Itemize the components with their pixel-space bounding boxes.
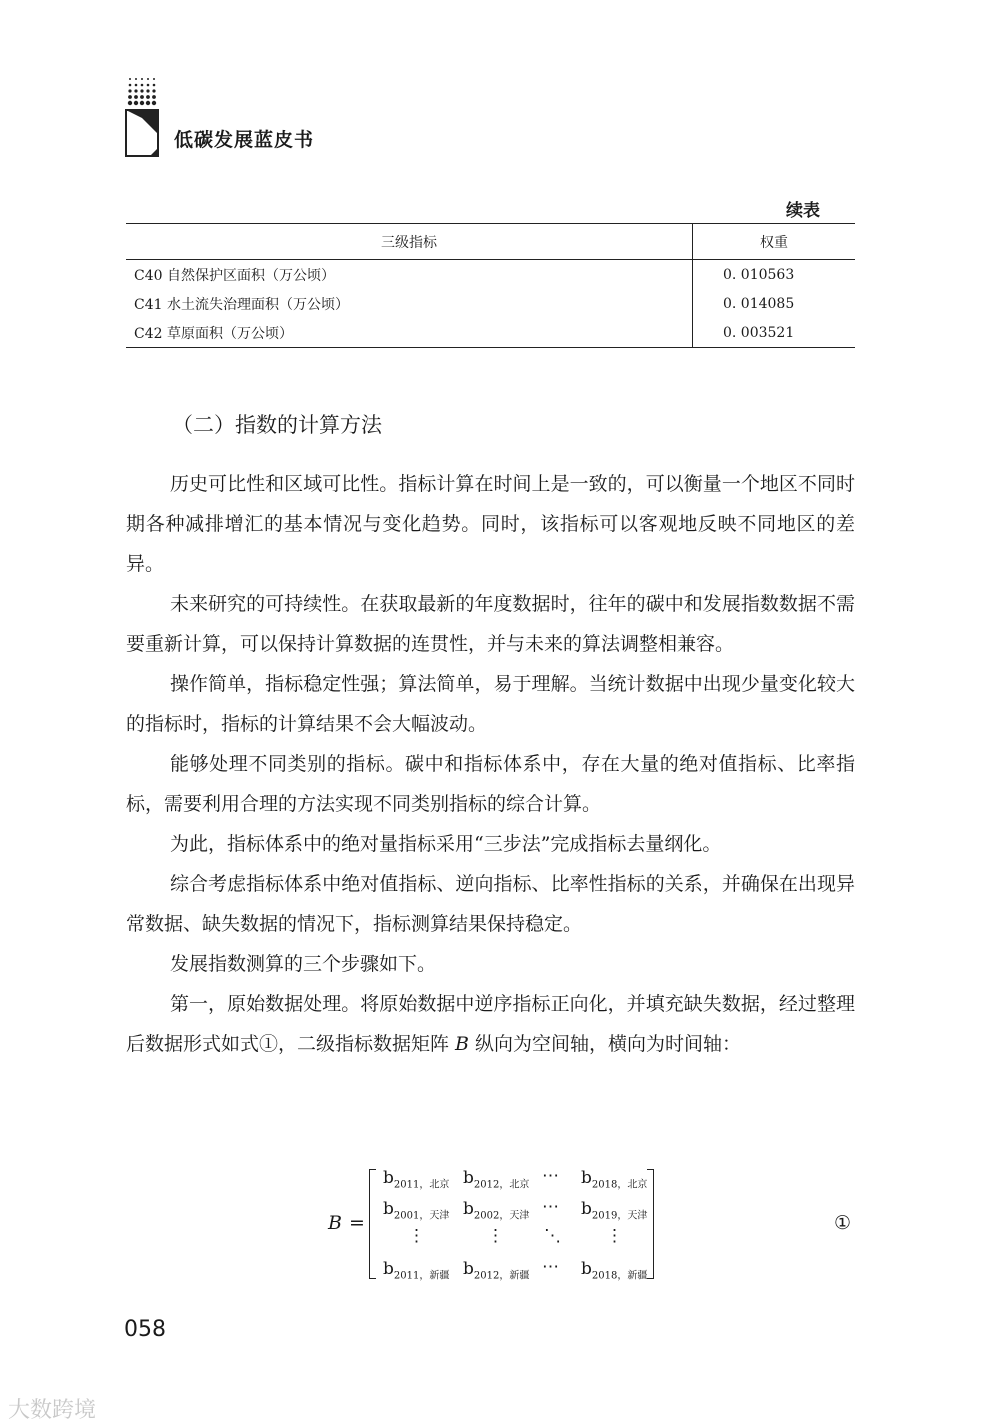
equation-number: ① [834,1212,852,1234]
table-row [126,318,855,348]
book-logo-icon [124,108,162,158]
matrix-entry: $b_{2011,北京}$ [383,1168,450,1191]
equation-lhs: B [328,1212,342,1234]
matrix-entry: $b_{2001,天津}$ [383,1199,450,1222]
book-title: 低碳发展蓝皮书 [174,129,315,151]
matrix-equation [0,1166,987,1282]
paragraph-comparability: 历史可比性和区域可比性。指标计算在时间上是一致的，可以衡量一个地区不同时期各种减排增汇的基本情况与变化趋势。同时，该指标可以客观地反映不同地区的差异。 [126,473,855,575]
matrix-left-bracket [369,1169,376,1279]
table-header-row [126,224,855,260]
paragraph-steps-intro: 发展指数测算的三个步骤如下。 [170,953,437,975]
indicator-cell: C40 自然保护区面积（万公顷） [134,267,335,284]
page-number: 058 [124,1317,166,1342]
matrix-entry: $b_{2018,北京}$ [581,1168,648,1191]
step-one-text: 第一，原始数据处理。将原始数据中逆序指标正向化，并填充缺失数据，经过整理后数据形式如式①，二级指标数据矩阵 [126,993,855,1055]
weight-cell: 0. 010563 [693,260,856,290]
watermark: 大数跨境 [8,1398,97,1423]
matrix-ellipsis: ⋮ [606,1226,623,1246]
paragraph-categories: 能够处理不同类别的指标。碳中和指标体系中，存在大量的绝对值指标、比率指标，需要利用合理的方法实现不同类别指标的综合计算。 [126,753,855,815]
matrix-entry: $b_{2019,天津}$ [581,1199,648,1222]
matrix-ellipsis: ⋯ [542,1197,559,1217]
weight-cell: 0. 003521 [693,318,856,348]
matrix-right-bracket [647,1169,654,1279]
matrix-ellipsis: ⋱ [544,1226,561,1246]
section-heading: （二）指数的计算方法 [172,413,382,437]
matrix-ellipsis: ⋮ [408,1226,425,1246]
matrix-variable: B [455,1033,470,1055]
body-text [126,464,855,1064]
table-row [126,289,855,318]
paragraph-step-one [126,984,855,1064]
matrix-entry: $b_{2018,新疆}$ [581,1259,648,1282]
equals-sign: = [349,1212,365,1234]
matrix-entry: $b_{2002,天津}$ [463,1199,530,1222]
matrix-ellipsis: ⋯ [542,1166,559,1186]
matrix-ellipsis: ⋮ [487,1226,504,1246]
weight-cell: 0. 014085 [693,289,856,318]
indicator-cell: C41 水土流失治理面积（万公顷） [134,296,349,313]
indicator-cell: C42 草原面积（万公顷） [134,325,293,342]
table-row [126,260,855,290]
column-header-weight: 权重 [693,224,856,260]
paragraph-sustainability: 未来研究的可持续性。在获取最新的年度数据时，往年的碳中和发展指数数据不需要重新计算，可以保持计算数据的连贯性，并与未来的算法调整相兼容。 [126,593,855,655]
step-one-text-end: 纵向为空间轴，横向为时间轴： [469,1033,742,1055]
paragraph-simplicity: 操作简单，指标稳定性强；算法简单，易于理解。当统计数据中出现少量变化较大的指标时，指标的计算结果不会大幅波动。 [126,673,855,735]
matrix-ellipsis: ⋯ [542,1257,559,1277]
column-header-indicator: 三级指标 [126,224,693,260]
matrix-entry: $b_{2011,新疆}$ [383,1259,450,1282]
matrix-entry: $b_{2012,北京}$ [463,1168,530,1191]
table-caption: 续表 [786,201,820,221]
indicator-weight-table [126,223,855,348]
paragraph-three-step: 为此，指标体系中的绝对量指标采用“三步法”完成指标去量纲化。 [170,833,722,855]
header-dots-decoration [127,76,157,106]
paragraph-stability: 综合考虑指标体系中绝对值指标、逆向指标、比率性指标的关系，并确保在出现异常数据、缺失数据的情况下，指标测算结果保持稳定。 [126,873,855,935]
matrix-entry: $b_{2012,新疆}$ [463,1259,530,1282]
